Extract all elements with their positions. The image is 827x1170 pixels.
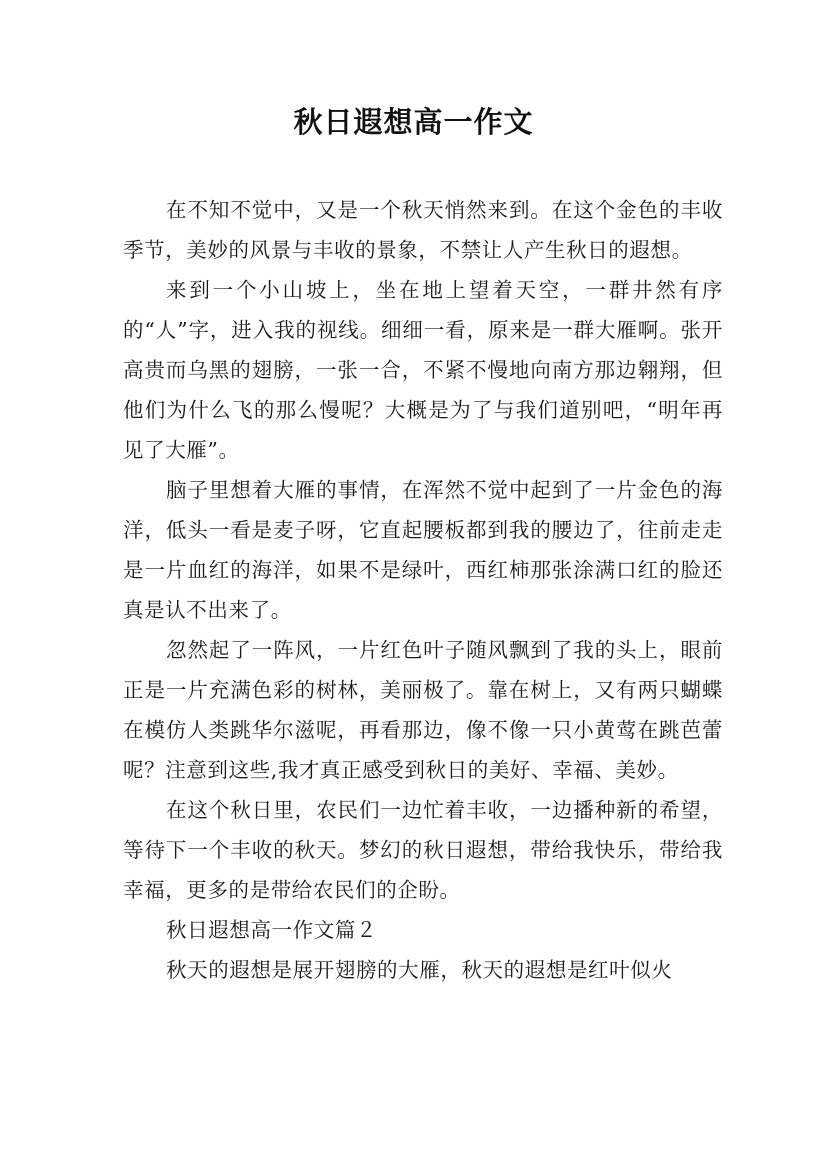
paragraph: 在不知不觉中，又是一个秋天悄然来到。在这个金色的丰收季节，美妙的风景与丰收的景象，不禁让人产生秋日的遐想。 [123,198,723,262]
paragraph: 忽然起了一阵风，一片红色叶子随风飘到了我的头上，眼前正是一片充满色彩的树林，美丽极了。靠在树上，又有两只蝴蝶在模仿人类跳华尔滋呢，再看那边，像不像一只小黄莺在跳芭蕾呢？注意到这些,我才真正感受到秋日的美好、幸福、美妙。 [123,638,723,782]
paragraph: 秋天的遐想是展开翅膀的大雁，秋天的遐想是红叶似火 [166,958,673,982]
paragraph: 在这个秋日里，农民们一边忙着丰收，一边播种新的希望，等待下一个丰收的秋天。梦幻的秋日遐想，带给我快乐，带给我幸福，更多的是带给农民们的企盼。 [123,798,723,902]
page-title: 秋日遐想高一作文 [293,105,534,139]
paragraph: 脑子里想着大雁的事情，在浑然不觉中起到了一片金色的海洋，低头一看是麦子呀，它直起腰板都到我的腰边了，往前走走是一片血红的海洋，如果不是绿叶，西红柿那张涂满口红的脸还真是认不出来了。 [123,478,723,622]
paragraph: 来到一个小山坡上，坐在地上望着天空，一群井然有序的“人”字，进入我的视线。细细一看，原来是一群大雁啊。张开高贵而乌黑的翅膀，一张一合，不紧不慢地向南方那边翱翔，但他们为什么飞的那么慢呢？大概是为了与我们道别吧，“明年再见了大雁”。 [123,278,723,462]
section-heading: 秋日遐想高一作文篇２ [166,918,378,942]
document-body [123,190,723,990]
